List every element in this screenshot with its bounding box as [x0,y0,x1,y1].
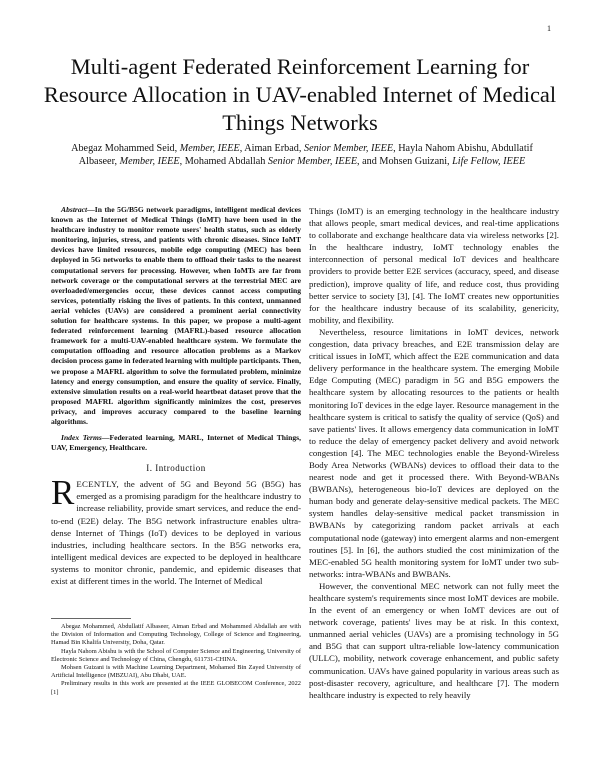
right-column [309,205,559,701]
abstract [51,205,301,427]
author-text: , Hayla Nahom Abishu, Abdullatif [393,143,533,154]
abstract-text: —In the 5G/B5G network paradigms, intelligent medical devices known as the Internet of Medical Things (IoMT) have been used in the healthcare industry to monitor remote users' health status, such as elderly monitoring, injuries, stress, and patients with chronic diseases. Since IoMT devices have limited resources, mobile edge computing (MEC) has been deployed in 5G networks to enable them to offload their tasks to the nearest computational servers for processing. However, when IoMTs are far from network coverage or the computational servers at the terrestrial MEC are overloaded/emergencies occur, these devices cannot access computing services, potentially risking the lives of patients. In this context, unmanned aerial vehicles (UAVs) are considered a prominent aerial connectivity solution for healthcare systems. In this paper, we propose a multi-agent federated reinforcement learning (MAFRL)-based resource allocation framework for a multi-UAV-enabled healthcare system. We formulate the computation offloading and resource allocation problems as a Markov decision process game in federated learning with multiple participants. Then, we propose a MAFRL algorithm to solve the formulated problem, minimize latency and energy consumption, and ensure the quality of service. Finally, extensive simulation results on a real-world heartbeat dataset prove that the proposed MAFRL algorithm significantly minimizes the cost, preserves privacy, and improves accuracy compared to the baseline learning algorithms. [51,205,301,426]
intro-caps: ECENTLY, [76,479,120,490]
page-number: 1 [547,24,551,33]
footnotes [51,623,301,697]
index-terms [51,433,301,453]
footnote: Mohsen Guizani is with Machine Learning Department, Mohamed Bin Zayed University of Artificial Intelligence (MBZUAI), Abu Dhabi, UAE. [51,664,301,680]
author-role: Senior Member, IEEE [303,143,394,154]
paper-title: Multi-agent Federated Reinforcement Learning for Resource Allocation in UAV-enabled Internet of Medical Things Networks [43,54,557,135]
index-terms-label: Index Terms [61,433,102,443]
body-paragraph: However, the conventional MEC network can not fully meet the healthcare system's requirements since most IoMT devices are mobile. In the event of an emergency or when IoMT devices are out of network coverage, patients' lives may be at risk. In this context, unmanned aerial vehicles (UAVs) are a promising technology in 5G and B5G that can support ultra-reliable low-latency communication (ULLC), mobility, network coverage enhancement, and public safety communication. UAVs have gained popularity in various areas such as post-disaster recovery, agriculture, and healthcare [7]. The modern healthcare industry is expected to rely heavily [309,580,559,700]
footnote: Abegaz Mohammed, Abdullatif Albaseer, Aiman Erbad and Mohammed Abdallah are with the Division of Information and Computing Technology, College of Science and Engineering, Hamad Bin Khalifa University, Doha, Qatar. [51,623,301,647]
author-text: , and Mohsen Guizani, [357,156,453,167]
index-terms-text: —Federated learning, MARL, Internet of Medical Things, UAV, Emergency, Healthcare. [51,433,301,453]
author-role: Member, IEEE [179,143,240,154]
intro-text: the advent of 5G and Beyond 5G (B5G) has emerged as a promising paradigm for the healthcare industry to increase reliability, provide smart services, and reduce the end-to-end (E2E) delay. The B5G network infrastructure enables ultra-dense Internet of Things (IoT) devices to be deployed in various industries, including healthcare sectors. In the B5G networks era, intelligent medical devices are expected to be deployed in healthcare systems to monitor chronic, pandemic, and epidemic diseases that exist at different times in the world. The Internet of Medical [51,479,301,586]
footnote-divider [51,618,131,619]
author-list [57,142,547,168]
body-paragraph: Things (IoMT) is an emerging technology in the healthcare industry that allows people, smart medical devices, and real-time applications to collaborate and exchange healthcare data via wireless networks [2]. In the healthcare industry, IoMT technology enables the interconnection of personal medical IoT devices and healthcare providers to provide better E2E services (accuracy, speed, and disease prediction), improve quality of life, and reduce cost, thus providing better service to society [3], [4]. The IoMT creates new opportunities for the healthcare industry because of its scalability, genericity, mobility, and flexibility. [309,206,559,325]
author-text: Albaseer, [78,156,120,167]
author-role: Member, IEEE [119,156,180,167]
author-text: , Aiman Erbad, [239,143,304,154]
body-paragraph: Nevertheless, resource limitations in IoMT devices, network congestion, data privacy breaches, and E2E transmission delay are critical issues in IoMT, which affect the E2E communication and data delivery performance in the healthcare system. The emerging Mobile Edge Computing (MEC) paradigm in 5G and B5G empowers the healthcare system by allocating resources to the patients or health monitoring IoT devices in the edge layer. Resource management in the healthcare system is critical to satisfy the quality of service (QoS) and save patients' lives. It allows emergency data communication in IoMT to reduce the delay of emergency packet delivery and avoid network congestion [4]. The MEC technologies enable the Beyond-Wireless Body Area Networks (WBANs) devices to offload their data to the nearest node and get it processed there. With Beyond-WBANs (BWBANs), heterogeneous bio-IoT devices are deployed on the human body and generate delay-sensitive medical packets. The MEC system handles delay-sensitive medical packet transmission in BWBANs by categorizing random packet arrivals at each computational node (gateway) into emergent alarms and non-emergent routines [5]. In [6], the authors studied the cost minimization of the MEC-enabled 5G health monitoring system for IoMT under two sub-networks: intra-WBANs and BWBANs. [309,326,559,579]
dropcap: R [51,473,75,513]
author-text: Abegaz Mohammed Seid, [71,143,180,154]
abstract-label: Abstract [61,205,88,214]
footnote: Preliminary results in this work are presented at the IEEE GLOBECOM Conference, 2022 [1] [51,680,301,696]
author-text: , Mohamed Abdallah [179,156,268,167]
author-role: Senior Member, IEEE [267,156,358,167]
intro-paragraph [51,473,301,587]
section-heading: I. Introduction [146,463,206,474]
footnote: Hayla Nahom Abishu is with the School of Computer Science and Engineering, University of Electronic Science and Technology of China, Chengdu, 611731-CHINA. [51,647,301,663]
author-role: Life Fellow, IEEE [452,156,526,167]
left-column [51,205,301,587]
